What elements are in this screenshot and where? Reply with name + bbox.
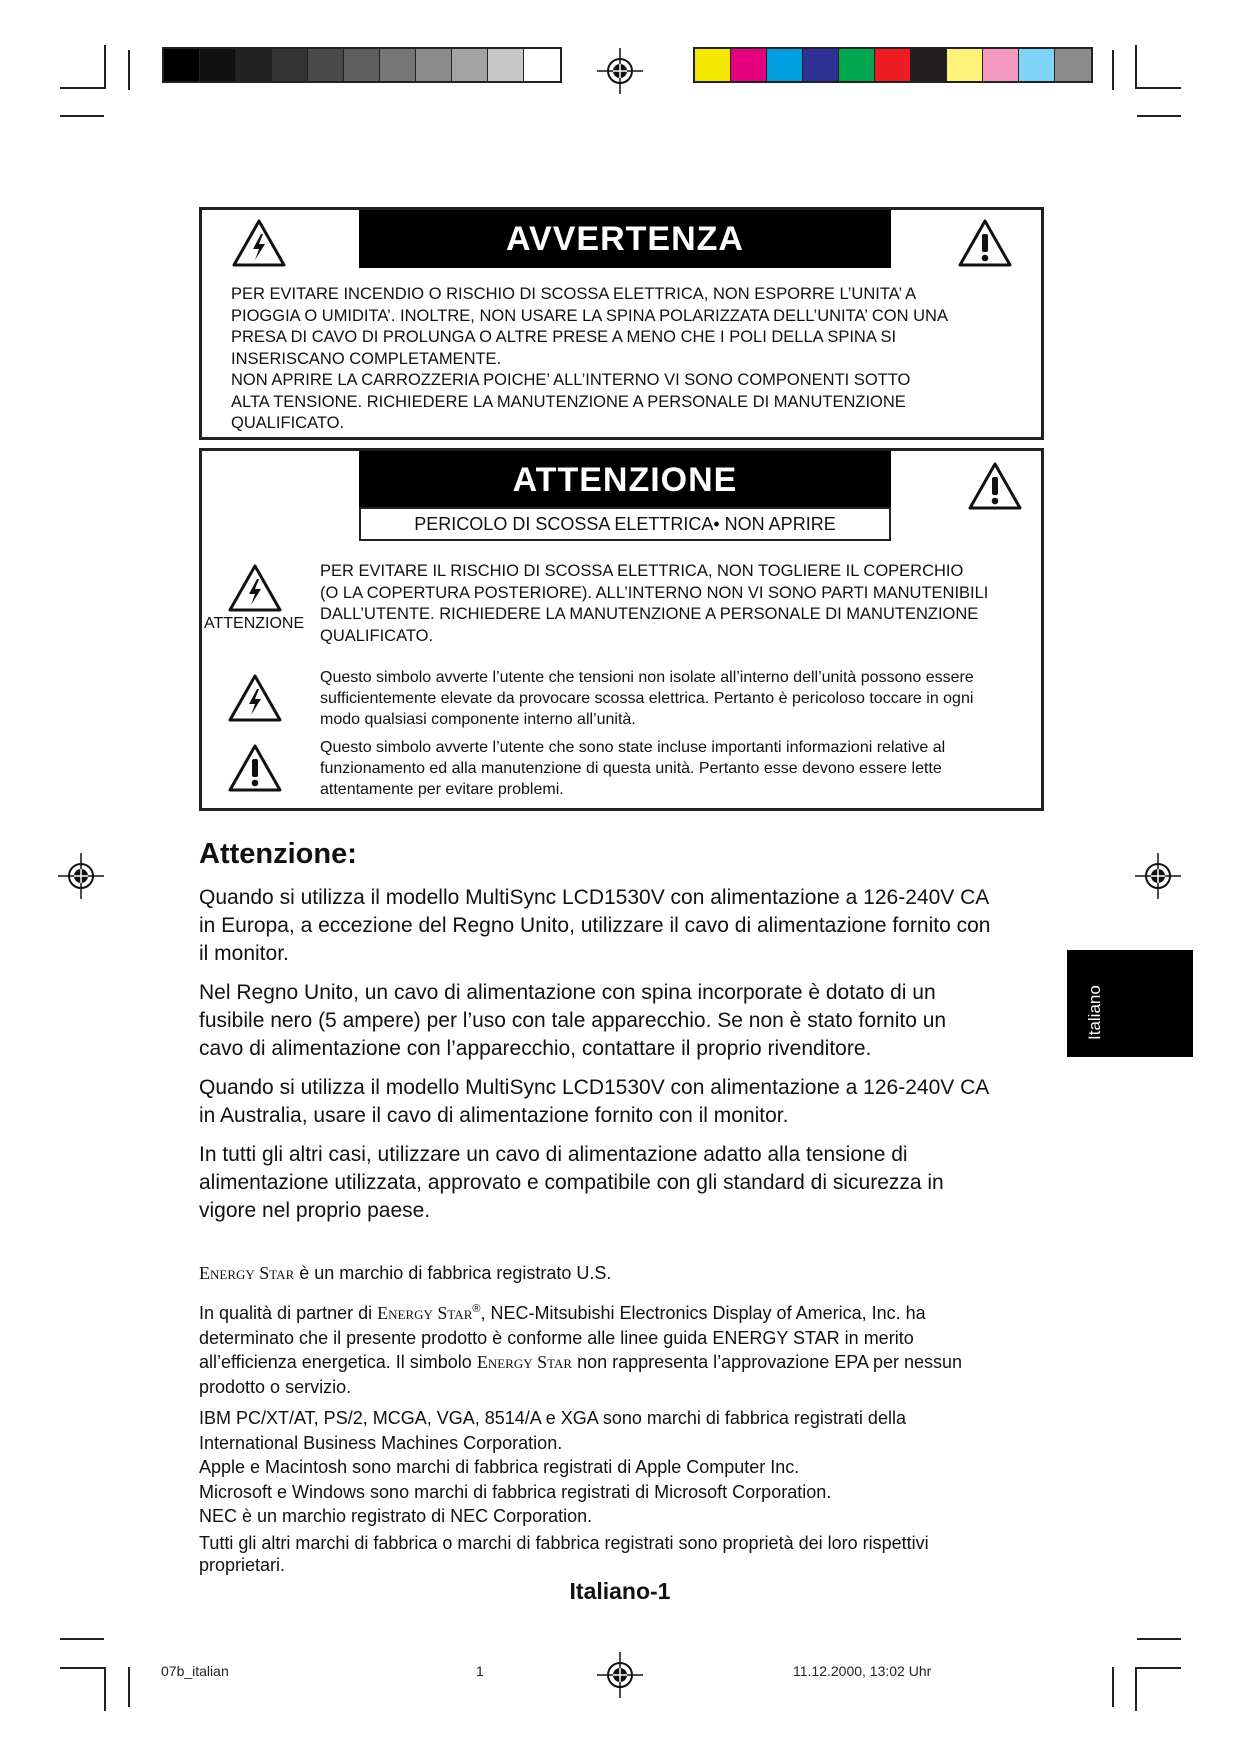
crop-mark: [1112, 1667, 1114, 1707]
footer-filename: 07b_italian: [161, 1663, 229, 1679]
color-swatch: [488, 49, 524, 81]
color-swatch: [803, 49, 839, 81]
crop-mark: [60, 87, 104, 89]
energy-star-trademark: Energy Star è un marchio di fabbrica registrato U.S.: [199, 1263, 612, 1283]
color-swatch: [164, 49, 200, 81]
trademark-line: Tutti gli altri marchi di fabbrica o marchi di fabbrica registrati sono proprietà dei loro rispettivi: [199, 1533, 929, 1553]
attention-paragraph: [199, 1074, 1049, 1130]
caution-line: PER EVITARE IL RISCHIO DI SCOSSA ELETTRICA, NON TOGLIERE IL COPERCHIO: [320, 562, 964, 580]
para-line: Quando si utilizza il modello MultiSync LCD1530V con alimentazione a 126-240V CA: [199, 1076, 990, 1099]
electric-hazard-icon: [227, 563, 283, 613]
bolt-symbol-explanation: [320, 667, 1040, 730]
color-swatch: [524, 49, 560, 81]
color-swatch: [947, 49, 983, 81]
trademark-line: Apple e Macintosh sono marchi di fabbrica registrati di Apple Computer Inc.: [199, 1457, 800, 1477]
color-swatch: [1055, 49, 1091, 81]
trademark-list: [199, 1406, 1049, 1529]
color-swatch: [308, 49, 344, 81]
crop-mark: [1112, 50, 1114, 90]
color-swatch: [839, 49, 875, 81]
crop-mark: [104, 1667, 106, 1711]
exclamation-warning-icon: [967, 461, 1023, 511]
trademark-line: IBM PC/XT/AT, PS/2, MCGA, VGA, 8514/A e XGA sono marchi di fabbrica registrati della: [199, 1408, 906, 1428]
color-swatch: [452, 49, 488, 81]
para-line: alimentazione utilizzata, approvato e compatibile con gli standard di sicurezza in: [199, 1171, 944, 1194]
color-swatch: [380, 49, 416, 81]
warning-line: PER EVITARE INCENDIO O RISCHIO DI SCOSSA ELETTRICA, NON ESPORRE L’UNITA’ A: [231, 285, 917, 303]
energy-star-name: Energy Star: [199, 1263, 295, 1283]
para-line: in Australia, usare il cavo di alimentazione fornito con il monitor.: [199, 1104, 789, 1127]
trademark-line: Microsoft e Windows sono marchi di fabbrica registrati di Microsoft Corporation.: [199, 1481, 832, 1502]
trademark-closing: [199, 1532, 1049, 1576]
crop-mark: [1137, 115, 1181, 117]
exclaim-symbol-explanation: [320, 737, 1040, 800]
para-line: in Europa, a eccezione del Regno Unito, utilizzare il cavo di alimentazione fornito con: [199, 914, 991, 937]
warning-box: [199, 207, 1044, 440]
trademark-line: proprietari.: [199, 1555, 286, 1575]
para-line: Quando si utilizza il modello MultiSync LCD1530V con alimentazione a 126-240V CA: [199, 886, 990, 909]
color-swatch: [200, 49, 236, 81]
warning-line: NON APRIRE LA CARROZZERIA POICHE’ ALL’INTERNO VI SONO COMPONENTI SOTTO: [231, 371, 911, 389]
energy-star-name: Energy Star: [476, 1352, 573, 1372]
registration-mark-icon: [1135, 853, 1181, 899]
electric-hazard-icon: [231, 218, 287, 268]
caution-subtitle: PERICOLO DI SCOSSA ELETTRICA• NON APRIRE: [359, 507, 891, 541]
energy-star-partner-note: In qualità di partner di Energy Star®, NEC-Mitsubishi Electronics Display of America, Inc. ha determinato che il presente prodotto è conforme alle linee guida ENERGY STAR in merito all’efficienza energetica. Il simbolo Energy Star non rappresenta l’approvazione EPA per nessun prodotto o servizio.: [199, 1303, 963, 1397]
registration-mark-icon: [58, 853, 104, 899]
caution-main-text: [320, 561, 1040, 647]
crop-mark: [1135, 45, 1137, 89]
crop-mark: [1135, 1667, 1137, 1711]
color-swatch: [911, 49, 947, 81]
gray-calibration-bar: [162, 47, 562, 83]
exclamation-warning-icon: [227, 743, 283, 793]
crop-mark: [1137, 1667, 1181, 1669]
warning-title: AVVERTENZA: [359, 210, 891, 268]
exclaim-line: funzionamento ed alla manutenzione di questa unità. Pertanto esse devono essere lette: [320, 760, 942, 777]
language-tab-label: Italiano: [1085, 985, 1104, 1040]
registered-mark: ®: [472, 1303, 481, 1315]
attention-paragraph: [199, 979, 1049, 1063]
attention-paragraph: [199, 1141, 1049, 1225]
crop-mark: [60, 1638, 104, 1640]
bolt-line: modo qualsiasi componente interno all’unità.: [320, 711, 636, 728]
color-swatch: [983, 49, 1019, 81]
trademark-line: NEC è un marchio registrato di NEC Corporation.: [199, 1506, 593, 1526]
caution-icon-label: ATTENZIONE: [204, 615, 305, 632]
color-swatch: [767, 49, 803, 81]
exclamation-warning-icon: [957, 218, 1013, 268]
warning-line: QUALIFICATO.: [231, 414, 345, 432]
exclaim-line: attentamente per evitare problemi.: [320, 781, 564, 798]
exclaim-line: Questo simbolo avverte l’utente che sono state incluse importanti informazioni relative al: [320, 739, 946, 756]
para-line: In tutti gli altri casi, utilizzare un cavo di alimentazione adatto alla tensione di: [199, 1143, 908, 1166]
para-line: cavo di alimentazione con l’apparecchio, contattare il proprio rivenditore.: [199, 1037, 872, 1060]
crop-mark: [1137, 1638, 1181, 1640]
warning-line: INSERISCANO COMPLETAMENTE.: [231, 349, 502, 368]
warning-line: PRESA DI CAVO DI PROLUNGA O ALTRE PRESE A MENO CHE I POLI DELLA SPINA SI: [231, 328, 897, 346]
bolt-line: Questo simbolo avverte l’utente che tensioni non isolate all’interno dell’unità possono essere: [320, 669, 974, 686]
footer-timestamp: 11.12.2000, 13:02 Uhr: [793, 1663, 932, 1679]
color-swatch: [344, 49, 380, 81]
color-swatch: [1019, 49, 1055, 81]
warning-line: ALTA TENSIONE. RICHIEDERE LA MANUTENZIONE A PERSONALE DI MANUTENZIONE: [231, 392, 906, 411]
registration-mark-icon: [597, 48, 643, 94]
crop-mark: [104, 45, 106, 89]
attention-heading: Attenzione:: [199, 838, 357, 870]
para-line: fusibile nero (5 ampere) per l’uso con tale apparecchio. Se non è stato fornito un: [199, 1009, 947, 1032]
caution-box: [199, 448, 1044, 811]
crop-mark: [60, 1667, 104, 1669]
color-calibration-bar: [693, 47, 1093, 83]
warning-line: PIOGGIA O UMIDITA’. INOLTRE, NON USARE LA SPINA POLARIZZATA DELL’UNITA’ CON UNA: [231, 306, 948, 325]
crop-mark: [128, 1667, 130, 1707]
crop-mark: [1137, 87, 1181, 89]
registration-mark-icon: [597, 1652, 643, 1698]
para-line: vigore nel proprio paese.: [199, 1199, 431, 1222]
footer-page: 1: [476, 1663, 484, 1679]
color-swatch: [695, 49, 731, 81]
page-number-label: Italiano-1: [569, 1578, 671, 1604]
crop-mark: [60, 115, 104, 117]
warning-text: [231, 284, 1031, 435]
color-swatch: [236, 49, 272, 81]
color-swatch: [731, 49, 767, 81]
caution-line: (O LA COPERTURA POSTERIORE). ALL’INTERNO NON VI SONO PARTI MANUTENIBILI: [320, 583, 989, 602]
color-swatch: [272, 49, 308, 81]
caution-line: DALL’UTENTE. RICHIEDERE LA MANUTENZIONE A PERSONALE DI MANUTENZIONE: [320, 605, 979, 623]
caution-title: ATTENZIONE: [359, 451, 891, 509]
color-swatch: [875, 49, 911, 81]
language-side-tab: [1067, 950, 1193, 1057]
crop-mark: [128, 50, 130, 90]
trademark-line: International Business Machines Corporation.: [199, 1432, 563, 1453]
caution-line: QUALIFICATO.: [320, 626, 434, 645]
electric-hazard-icon: [227, 673, 283, 723]
para-line: Nel Regno Unito, un cavo di alimentazione con spina incorporate è dotato di un: [199, 981, 936, 1004]
bolt-line: sufficientemente elevate da provocare scossa elettrica. Pertanto è pericoloso toccare in ogni: [320, 690, 974, 707]
energy-star-name: Energy Star: [377, 1303, 473, 1323]
attention-paragraph: [199, 884, 1049, 968]
color-swatch: [416, 49, 452, 81]
para-line: il monitor.: [199, 942, 289, 965]
